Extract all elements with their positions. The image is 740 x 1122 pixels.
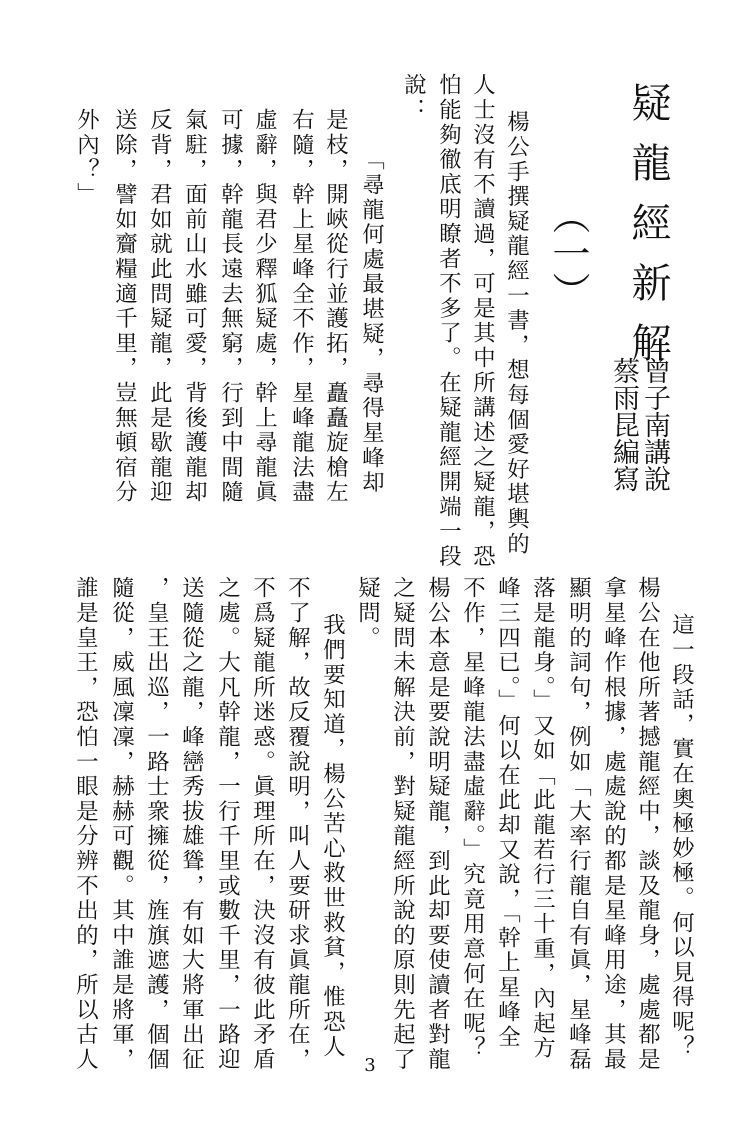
lower-column: 楊公在他所著撼龍經中，談及龍身，處處都是	[634, 576, 661, 1072]
lower-column: 拿星峰作根據，處處說的都是星峰用途，其最	[600, 576, 627, 1072]
lower-column: 不爲疑龍所迷惑。眞理所在，決沒有彼此矛盾	[249, 576, 276, 1072]
quote-column: 外內？」	[73, 108, 100, 208]
lower-column: 不作，星峰龍法盡虛辭。」究竟用意何在呢？	[459, 576, 486, 1061]
lower-column: 不了解，故反覆說明，叫人要研求眞龍所在，	[284, 576, 311, 1072]
lower-column: 我們要知道，楊公苦心救世救貧，惟恐人	[319, 613, 346, 1060]
lower-column: 落是龍身。」又如「此龍若行三十重，內起方	[529, 576, 556, 1061]
upper-column: 怕能夠徹底明瞭者不多了。在疑龍經開端一段	[435, 73, 462, 569]
upper-column: 說：	[400, 73, 427, 123]
lower-column: 峰三四已。」何以在此却又說，「幹上星峰全	[494, 576, 521, 1050]
quote-column: 「尋龍何處最堪疑，尋得星峰却	[358, 148, 385, 496]
quote-column: 虛辭，與君少釋狐疑處，幹上尋龍眞	[251, 108, 278, 505]
quote-column: 反背，君如就此問疑龍，此是歇龍迎	[146, 108, 173, 505]
quote-column: 是枝，開峽從行並護拓，矗矗旋槍左	[322, 108, 349, 505]
chapter-marker: （一）	[546, 196, 590, 310]
quote-column: 右隨，幹上星峰全不作，星峰龍法盡	[288, 108, 315, 505]
author-speaker: 曾子南講說	[639, 357, 670, 492]
upper-column: 人士沒有不讀過，可是其中所講述之疑龍，恐	[469, 73, 496, 569]
lower-column: ，皇王出巡，一路士衆擁從，旌旗遮護，個個	[143, 576, 170, 1072]
upper-column: 楊公手撰疑龍經一書，想每個愛好堪輿的	[503, 110, 530, 557]
lower-column: 疑問。	[354, 576, 381, 651]
page-number: 3	[364, 1055, 376, 1076]
page-title: 疑龍經新解	[625, 82, 671, 382]
quote-column: 送除，譬如齎糧適千里，豈無頓宿分	[111, 108, 138, 505]
quote-column: 可據，幹龍長遠去無窮，行到中間隨	[217, 108, 244, 505]
lower-column: 之處。大凡幹龍，一行千里或數千里，一路迎	[214, 576, 241, 1072]
lower-column: 隨從，威風凜凜，赫赫可觀。其中誰是將軍，	[108, 576, 135, 1072]
lower-column: 誰是皇王，恐怕一眼是分辨不出的，所以古人	[72, 576, 99, 1072]
lower-column: 送隨從之龍，峰巒秀拔雄聳，有如大將軍出征	[178, 576, 205, 1072]
lower-column: 這一段話，實在奧極妙極。何以見得呢？	[668, 613, 695, 1060]
lower-column: 之疑問未解決前，對疑龍經所說的原則先起了	[389, 576, 416, 1072]
author-editor: 蔡雨昆編寫	[608, 357, 639, 492]
lower-column: 楊公本意是要說明疑龍，到此却要使讀者對龍	[424, 576, 451, 1072]
lower-column: 顯明的詞句，例如「大率行龍自有眞，星峰磊	[565, 576, 592, 1072]
quote-column: 氣駐，面前山水雖可愛，背後護龍却	[181, 108, 208, 505]
